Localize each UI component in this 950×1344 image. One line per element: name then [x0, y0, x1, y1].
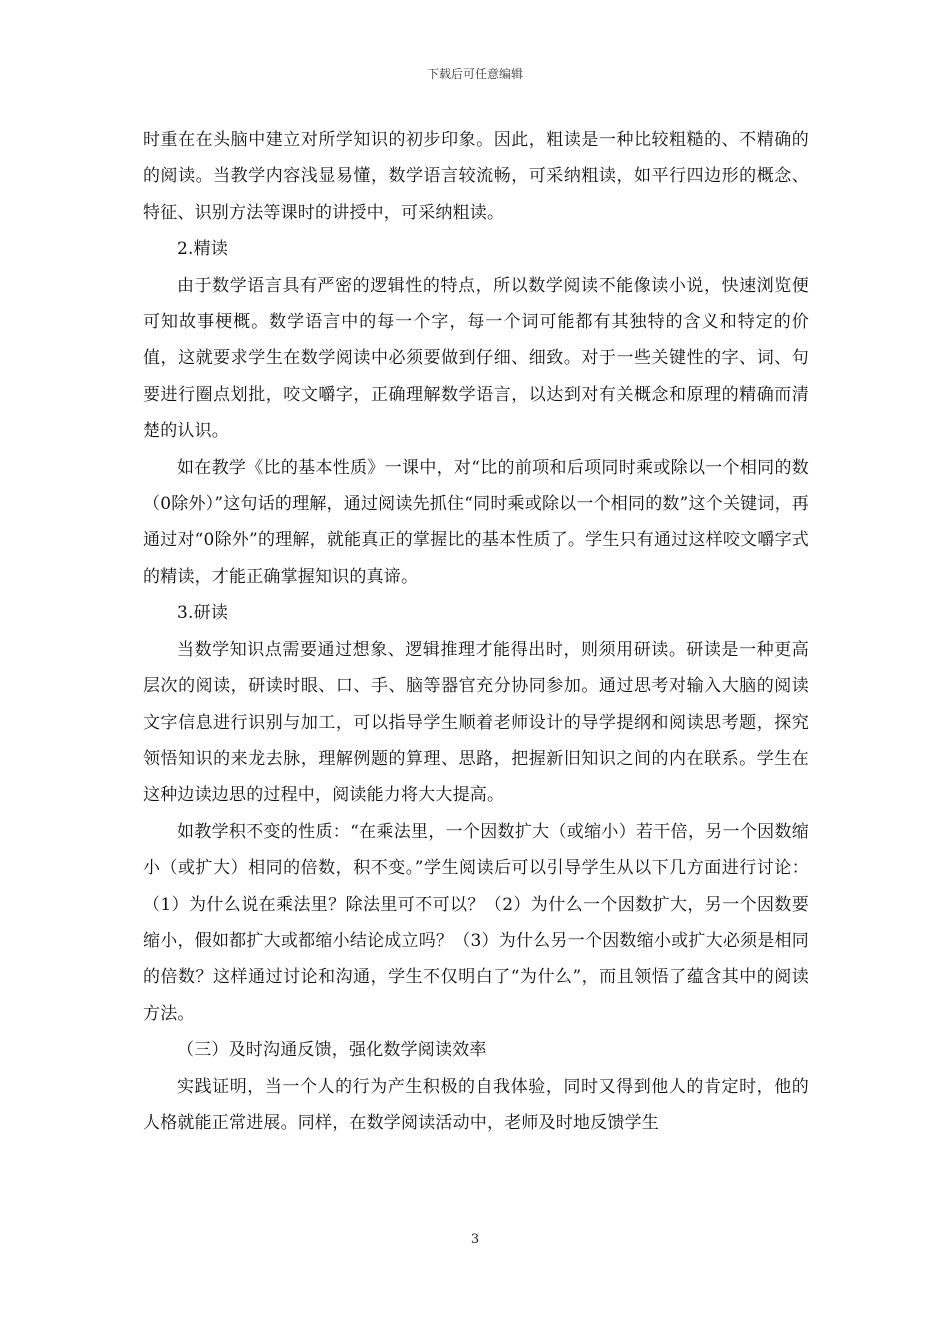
section-heading-close-reading: 2.精读	[177, 239, 229, 260]
paragraph: 由于数学语言具有严密的逻辑性的特点，所以数学阅读不能像读小说，快速浏览便可知故事梗概。数学语言中的每一个字，每一个词可能都有其独特的含义和特定的价值，这就要求学生在数学阅读中必须要做到仔细、细致。对于一些关键性的字、词、句要进行圈点划批，咬文嚼字，正确理解数学语言，以达到对有关概念和原理的精确而清楚的认识。	[143, 275, 809, 442]
paragraph-continuation: 时重在在头脑中建立对所学知识的初步印象。因此，粗读是一种比较粗糙的、不精确的的阅读。当教学内容浅显易懂，数学语言较流畅，可采纳粗读，如平行四边形的概念、特征、识别方法等课时的讲授中，可采纳粗读。	[143, 130, 809, 223]
document-body	[143, 122, 809, 1141]
section-heading-study-reading: 3.研读	[177, 603, 229, 624]
paragraph: 如在教学《比的基本性质》一课中，对“比的前项和后项同时乘或除以一个相同的数（0除外）”这句话的理解，通过阅读先抓住“同时乘或除以一个相同的数”这个关键词，再通过对“0除外”的理解，就能真正的掌握比的基本性质了。学生只有通过这样咬文嚼字式的精读，才能正确掌握知识的真谛。	[143, 457, 809, 587]
section-heading-feedback: （三）及时沟通反馈，强化数学阅读效率	[177, 1040, 487, 1061]
paragraph: 如教学积不变的性质：“在乘法里，一个因数扩大（或缩小）若干倍，另一个因数缩小（或扩大）相同的倍数，积不变。”学生阅读后可以引导学生从以下几方面进行讨论：（1）为什么说在乘法里？除法里可不可以？（2）为什么一个因数扩大，另一个因数要缩小，假如都扩大或都缩小结论成立吗？（3）为什么另一个因数缩小或扩大必须是相同的倍数？这样通过讨论和沟通，学生不仅明白了“为什么”，而且领悟了蕴含其中的阅读方法。	[143, 821, 809, 1024]
page-number: 3	[470, 1232, 480, 1247]
paragraph: 实践证明，当一个人的行为产生积极的自我体验，同时又得到他人的肯定时，他的人格就能正常进展。同样，在数学阅读活动中，老师及时地反馈学生	[143, 1076, 809, 1133]
paragraph: 当数学知识点需要通过想象、逻辑推理才能得出时，则须用研读。研读是一种更高层次的阅读，研读时眼、口、手、脑等器官充分协同参加。通过思考对输入大脑的阅读文字信息进行识别与加工，可以指导学生顺着老师设计的导学提纲和阅读思考题，探究领悟知识的来龙去脉，理解例题的算理、思路，把握新旧知识之间的内在联系。学生在这种边读边思的过程中，阅读能力将大大提高。	[143, 639, 809, 806]
page-header: 下载后可任意编辑	[426, 67, 523, 81]
